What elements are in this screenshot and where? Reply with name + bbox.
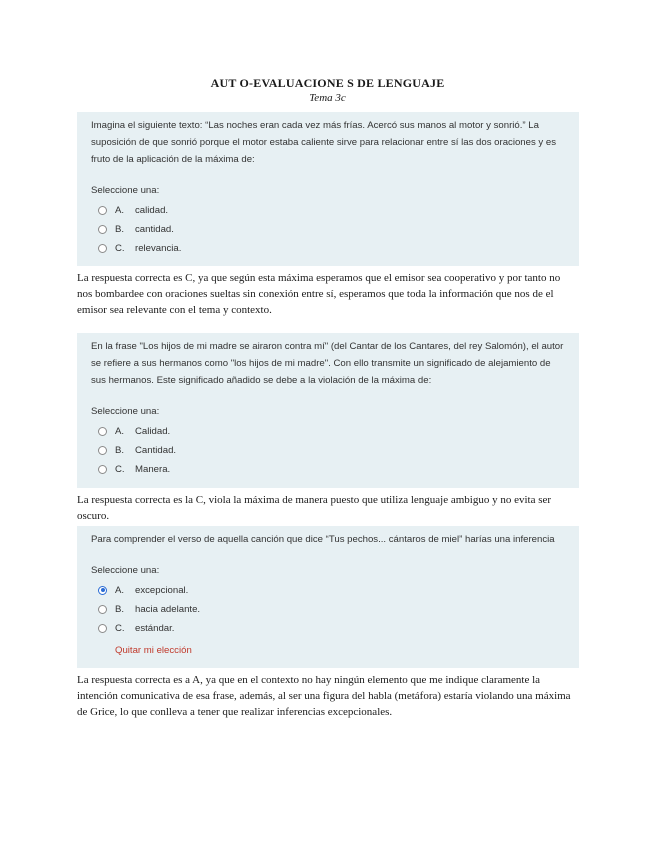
option-label: relevancia.	[135, 242, 182, 254]
question-1-box	[77, 112, 579, 266]
option-letter: A.	[115, 425, 125, 437]
radio-button-icon[interactable]	[98, 605, 107, 614]
radio-button-icon[interactable]	[98, 446, 107, 455]
question-3-text: Para comprender el verso de aquella canción que dice “Tus pechos... cántaros de miel” harías una inferencia	[91, 534, 555, 545]
radio-button-selected-icon[interactable]	[98, 586, 107, 595]
question-3-option-b[interactable]	[91, 601, 567, 617]
question-1-text: Imagina el siguiente texto: “Las noches eran cada vez más frías. Acercó sus manos al motor y sonrió.” La suposición de que sonrió porque el motor estaba caliente sirve para relacionar entre sí las dos oraciones y es fruto de la aplicación de la máxima de:	[91, 120, 557, 165]
option-letter: C.	[115, 622, 125, 634]
question-1-select-label: Seleccione una:	[91, 185, 160, 196]
option-label: hacia adelante.	[135, 603, 201, 615]
page-subtitle: Tema 3c	[309, 92, 346, 104]
question-3-option-a[interactable]	[91, 582, 567, 598]
question-2-option-a[interactable]	[91, 423, 567, 439]
option-letter: C.	[115, 463, 125, 475]
question-1-option-a[interactable]	[91, 202, 567, 218]
option-label: Calidad.	[135, 425, 171, 437]
question-3-box	[77, 526, 579, 668]
question-2-option-b[interactable]	[91, 442, 567, 458]
option-label: cantidad.	[135, 223, 174, 235]
option-letter: B.	[115, 603, 125, 615]
question-2-box	[77, 333, 579, 488]
option-letter: A.	[115, 584, 125, 596]
question-2-text: En la frase "Los hijos de mi madre se airaron contra mí" (del Cantar de los Cantares, del rey Salomón), el autor se refiere a sus hermanos como "los hijos de mi madre". Con ello transmite un significado de alejamiento de sus hermanos. Este significado añadido se debe a la violación de la máxima de:	[91, 341, 564, 386]
radio-button-icon[interactable]	[98, 206, 107, 215]
radio-button-icon[interactable]	[98, 427, 107, 436]
option-label: estándar.	[135, 622, 175, 634]
option-letter: C.	[115, 242, 125, 254]
option-label: Cantidad.	[135, 444, 177, 456]
question-2-option-c[interactable]	[91, 461, 567, 477]
option-letter: B.	[115, 444, 125, 456]
radio-button-icon[interactable]	[98, 465, 107, 474]
question-3-select-label: Seleccione una:	[91, 565, 160, 576]
question-3-answer: La respuesta correcta es a A, ya que en el contexto no hay ningún elemento que me indique claramente la intención comunicativa de esa frase, además, al ser una figura del habla (metáfora) estaría violando una máxima de Grice, lo que conlleva a tener que realizar inferencias excepcionales.	[77, 674, 571, 718]
option-letter: B.	[115, 223, 125, 235]
question-1-option-c[interactable]	[91, 240, 567, 256]
question-2-select-label: Seleccione una:	[91, 406, 160, 417]
option-letter: A.	[115, 204, 125, 216]
remove-choice-link[interactable]: Quitar mi elección	[115, 645, 192, 656]
radio-button-icon[interactable]	[98, 225, 107, 234]
page-title: AUT O-EVALUACIONE S DE LENGUAJE	[210, 76, 445, 90]
option-label: Manera.	[135, 463, 171, 475]
question-2-answer: La respuesta correcta es la C, viola la máxima de manera puesto que utiliza lenguaje ambiguo y no evita ser oscuro.	[77, 494, 552, 522]
question-3-option-c[interactable]	[91, 620, 567, 636]
radio-button-icon[interactable]	[98, 244, 107, 253]
question-1-answer: La respuesta correcta es C, ya que según esta máxima esperamos que el emisor sea cooperativo y por tanto no nos bombardee con oraciones sueltas sin conexión entre sí, esperamos que toda la información que nos de el emisor sea relevante con el tema y contexto.	[77, 272, 561, 316]
radio-button-icon[interactable]	[98, 624, 107, 633]
option-label: calidad.	[135, 204, 169, 216]
option-label: excepcional.	[135, 584, 189, 596]
question-1-option-b[interactable]	[91, 221, 567, 237]
